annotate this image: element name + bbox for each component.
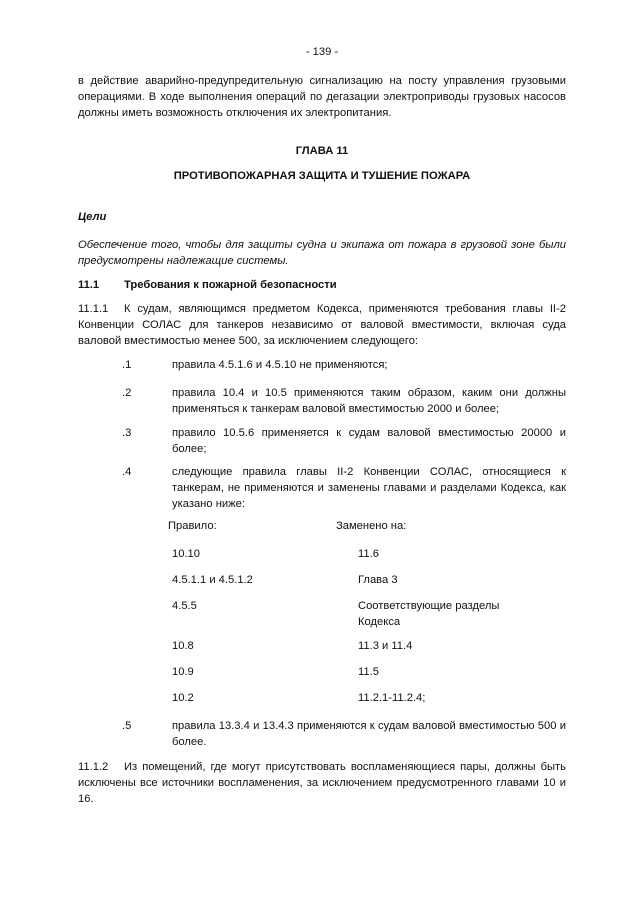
item-text: правила 4.5.1.6 и 4.5.10 не применяются; [172, 359, 388, 371]
paragraph-text: К судам, являющимся предметом Кодекса, применяются требования главы II-2 Конвенции СОЛАС для танкеров независимо от валовой вместимости, включая суда валовой вместимостью менее 500, за исключением следующего: [78, 303, 566, 347]
section-number: 11.1 [78, 279, 100, 291]
list-item [122, 718, 566, 750]
goals-heading: Цели [78, 211, 107, 223]
section-title: Требования к пожарной безопасности [124, 279, 337, 291]
paragraph-number: 11.1.1 [78, 303, 109, 315]
item-marker: .1 [122, 359, 132, 371]
rule-cell: 10.2 [172, 692, 194, 704]
list-item [122, 385, 566, 417]
replaced-cell: 11.3 и 11.4 [358, 640, 413, 652]
list-item [122, 464, 566, 512]
chapter-title: ПРОТИВОПОЖАРНАЯ ЗАЩИТА И ТУШЕНИЕ ПОЖАРА [173, 170, 471, 182]
chapter-heading: ГЛАВА 11 [295, 145, 349, 157]
paragraph-11-1-1 [78, 301, 566, 349]
item-text: правила 13.3.4 и 13.4.3 применяются к судам валовой вместимостью 500 и более. [172, 720, 566, 748]
replaced-cell: 11.5 [358, 666, 379, 678]
item-text: правила 10.4 и 10.5 применяются таким образом, каким они должны применяться к танкерам валовой вместимостью 2000 и более; [172, 387, 566, 415]
section-heading [78, 277, 566, 293]
item-marker: .2 [122, 387, 132, 399]
replaced-cell: 11.2.1-11.2.4; [358, 692, 426, 704]
replaced-cell: 11.6 [358, 548, 379, 560]
rule-cell: 4.5.5 [172, 600, 197, 612]
header-replaced: Заменено на: [336, 520, 407, 532]
replaced-cell: Глава 3 [358, 574, 398, 586]
rule-cell: 10.10 [172, 548, 200, 560]
header-rule: Правило: [168, 520, 217, 532]
intro-paragraph: в действие аварийно-предупредительную сигнализацию на посту управления грузовыми операциями. В ходе выполнения операций по дегазации электроприводы грузовых насосов должны иметь возможность отключения их электропитания. [78, 75, 566, 119]
item-marker: .4 [122, 466, 132, 478]
paragraph-text: Из помещений, где могут присутствовать воспламеняющиеся пары, должны быть исключены все источники воспламенения, за исключением предусмотренного главами 10 и 16. [78, 761, 566, 805]
goals-text: Обеспечение того, чтобы для защиты судна и экипажа от пожара в грузовой зоне были предусмотрены надлежащие системы. [78, 239, 566, 267]
rule-cell: 4.5.1.1 и 4.5.1.2 [172, 574, 253, 586]
item-marker: .5 [122, 720, 132, 732]
rule-cell: 10.8 [172, 640, 194, 652]
list-item [122, 357, 566, 373]
list-item [122, 425, 566, 457]
item-text: следующие правила главы II-2 Конвенции СОЛАС, относящиеся к танкерам, не применяются и заменены главами и разделами Кодекса, как указано ниже: [172, 466, 566, 510]
replaced-cell: Соответствующие разделы Кодекса [358, 600, 500, 628]
item-text: правило 10.5.6 применяется к судам валовой вместимостью 20000 и более; [172, 427, 566, 455]
item-marker: .3 [122, 427, 132, 439]
page-number: - 139 - [305, 46, 339, 58]
paragraph-number: 11.1.2 [78, 761, 109, 773]
paragraph-11-1-2 [78, 759, 566, 807]
rule-cell: 10.9 [172, 666, 194, 678]
